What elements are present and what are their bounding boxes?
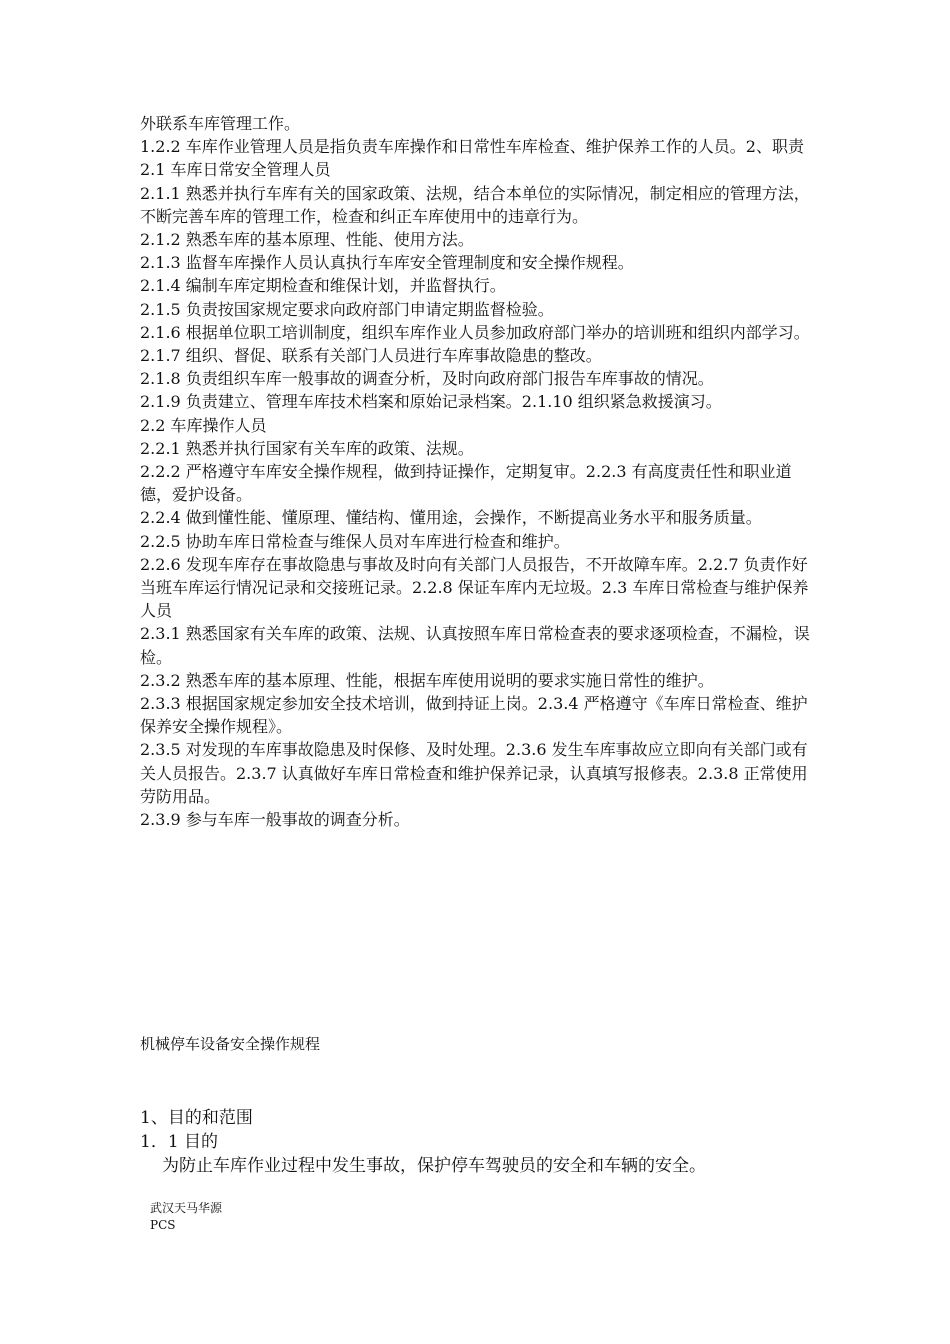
paragraph-16: 2.2.5 协助车库日常检查与维保人员对车库进行检查和维护。 xyxy=(140,531,570,551)
section-heading: 1、目的和范围 xyxy=(140,1108,253,1128)
footer xyxy=(150,1200,222,1234)
document-title: 机械停车设备安全操作规程 xyxy=(140,1035,321,1053)
paragraph-2: 2.1 车库日常安全管理人员 xyxy=(140,160,331,180)
paragraph-10: 2.1.8 负责组织车库一般事故的调查分析，及时向政府部门报告车库事故的情况。 xyxy=(140,369,714,389)
paragraph-21: 2.3.5 对发现的车库事故隐患及时保修、及时处理。2.3.6 发生车库事故应立即向有关部门或有关人员报告。2.3.7 认真做好车库日常检查和维护保养记录，认真填写报修表。2.3.8 正常使用劳防用品。 xyxy=(140,740,808,806)
paragraph-14: 2.2.2 严格遵守车库安全操作规程，做到持证操作，定期复审。2.2.3 有高度责任性和职业道德，爱护设备。 xyxy=(140,462,792,505)
paragraph-9: 2.1.7 组织、督促、联系有关部门人员进行车库事故隐患的整改。 xyxy=(140,346,602,366)
paragraph-12: 2.2 车库操作人员 xyxy=(140,415,267,435)
paragraph-3: 2.1.1 熟悉并执行车库有关的国家政策、法规，结合本单位的实际情况，制定相应的管理方法，不断完善车库的管理工作，检查和纠正车库使用中的违章行为。 xyxy=(140,183,810,226)
section-purpose xyxy=(140,1106,820,1178)
paragraph-8: 2.1.6 根据单位职工培训制度，组织车库作业人员参加政府部门举办的培训班和组织内部学习。 xyxy=(140,322,810,342)
paragraph-0: 外联系车库管理工作。 xyxy=(140,114,301,133)
paragraph-7: 2.1.5 负责按国家规定要求向政府部门申请定期监督检验。 xyxy=(140,299,554,319)
paragraph-22: 2.3.9 参与车库一般事故的调查分析。 xyxy=(140,810,410,830)
paragraph-15: 2.2.4 做到懂性能、懂原理、懂结构、懂用途，会操作，不断提高业务水平和服务质量。 xyxy=(140,508,762,528)
paragraph-13: 2.2.1 熟悉并执行国家有关车库的政策、法规。 xyxy=(140,438,474,458)
paragraph-18: 2.3.1 熟悉国家有关车库的政策、法规、认真按照车库日常检查表的要求逐项检查，不漏检，误检。 xyxy=(140,624,810,667)
paragraph-4: 2.1.2 熟悉车库的基本原理、性能、使用方法。 xyxy=(140,230,474,250)
paragraph-20: 2.3.3 根据国家规定参加安全技术培训，做到持证上岗。2.3.4 严格遵守《车库日常检查、维护保养安全操作规程》。 xyxy=(140,694,808,737)
footer-company: 武汉天马华源 xyxy=(150,1201,223,1215)
paragraph-6: 2.1.4 编制车库定期检查和维保计划，并监督执行。 xyxy=(140,276,506,296)
footer-code: PCS xyxy=(150,1218,176,1232)
paragraph-11: 2.1.9 负责建立、管理车库技术档案和原始记录档案。2.1.10 组织紧急救援演习。 xyxy=(140,392,722,412)
section-subheading: 1．1 目的 xyxy=(140,1132,219,1152)
paragraph-1: 1.2.2 车库作业管理人员是指负责车库操作和日常性车库检查、维护保养工作的人员。2、职责 xyxy=(140,137,804,157)
paragraph-19: 2.3.2 熟悉车库的基本原理、性能，根据车库使用说明的要求实施日常性的维护。 xyxy=(140,670,714,690)
paragraph-5: 2.1.3 监督车库操作人员认真执行车库安全管理制度和安全操作规程。 xyxy=(140,253,634,273)
document-body xyxy=(140,112,820,831)
section-text: 为防止车库作业过程中发生事故，保护停车驾驶员的安全和车辆的安全。 xyxy=(162,1156,706,1176)
paragraph-17: 2.2.6 发现车库存在事故隐患与事故及时向有关部门人员报告，不开故障车库。2.2.7 负责作好当班车库运行情况记录和交接班记录。2.2.8 保证车库内无垃圾。2.3 车库日常检查与维护保养人员 xyxy=(140,554,809,621)
